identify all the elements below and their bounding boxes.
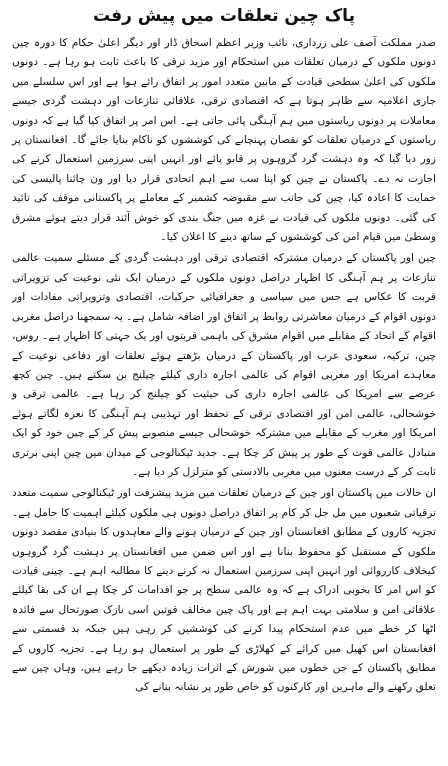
article-paragraph-3: ان حالات میں پاکستان اور چین کے درمیان تعلقات میں مزید پیشرفت اور ٹیکنالوجی سمیت متعدد ترقیاتی شعبوں میں مل جل کر کام پر اتفاق دراصل دونوں ہی ملکوں کیلئے اہمیت کا حامل ہے۔ تجزیہ کاروں کے مطابق افغانستان اور چین کے درمیان ہونے والے معاہدوں کا بنیادی مقصد دونوں ملکوں کے مستقبل کو محفوظ بنانا ہے اور اس ضمن میں افغانستان پر دہشت گرد گروہوں کیخلاف کارروائی اور انہیں اپنی سرزمین استعمال نہ کرنے دینے کا مطالبہ اہم ہے۔ چینی قیادت کو اس امر کا بخوبی ادراک ہے کہ وہ عالمی سطح پر جو اقدامات کر چکا ہے ان کی بقا کیلئے علاقائی امن و سلامتی بہت اہم ہے اور پاک چین مخالف قوتیں اسی نازک صورتحال سے فائدہ اٹھا کر خطے میں عدم استحکام پیدا کرنے کی کوششیں کر رہی ہیں جبکہ بد قسمتی سے افغانستان اس کھیل میں کرائے کے کھلاڑی کے طور پر استعمال ہو رہا ہے۔ تجزیہ کاروں کے مطابق پاکستان کے جن خطوں میں شورش کے اثرات زیادہ دیکھے جا رہے ہیں، وہاں چین سے تعلق رکھنے والے ماہرین اور کارکنوں کو خاص طور پر نشانہ بنانے کی (12, 487, 436, 694)
article-paragraph-1: صدر مملکت آصف علی زرداری، نائب وزیر اعظم اسحاق ڈار اور دیگر اعلیٰ حکام کا دورہ چین دونوں ملکوں کے درمیان تعلقات میں استحکام اور مزید ترقی کا باعث ثابت ہو رہا ہے۔ دونوں ملکوں کی اعلیٰ سطحی قیادت کے مابین متعدد امور پر اتفاق رائے ہوا ہے اور اس سلسلے میں جاری اعلامیہ سے ظاہر ہوتا ہے کہ اقتصادی ترقی، علاقائی تنازعات اور دہشت گردی جیسے معاملات پر دونوں ریاستوں میں ہم آہنگی پائی جاتی ہے۔ اس امر پر اتفاق کیا گیا ہے کہ دونوں ریاستوں کے درمیان تعلقات کو نقصان پہنچانے کی کوششوں کو ناکام بنایا جائے گا۔ افغانستان پر زور دیا گیا کہ وہ دہشت گرد گروہوں پر قابو پائے اور انہیں اپنی سرزمین استعمال کرنے کی اجازت نہ دے۔ پاکستان نے چین کو اپنا سب سے اہم اتحادی قرار دیا اور ون چائنا پالیسی کی حمایت کا اعادہ کیا، چین کی جانب سے مقبوضہ کشمیر کے معاملے پر پاکستانی موقف کی تائید کی گئی۔ دونوں ملکوں کی قیادت نے غزہ میں جنگ بندی کو خوش آئند قرار دیتے ہوئے مشرق وسطیٰ میں قیام امن کی کوششوں کے ساتھ دینے کا اعلان کیا۔ (12, 37, 436, 244)
article-paragraph-2: چین اور پاکستان کے درمیان مشترکہ اقتصادی ترقی اور دہشت گردی کے مسئلے سمیت عالمی تنازعات پر ہم آہنگی کا اظہار دراصل دونوں ملکوں کے درمیان ایک نئی نوعیت کی تزویراتی قربت کا عکاس ہے جس میں سیاسی و جغرافیائی حرکیات، اقتصادی وتزویراتی مفادات اور دونوں اقوام کے درمیان معاشرتی روابط پر اتفاق اور اضافہ شامل ہے۔ یہ سمجھنا دراصل مغربی اقوام کے اتحاد کے مقابلے میں اقوام مشرق کی باہمی قربتوں اور یک جہتی کا اظہار ہے۔ روس، چین، ترکیہ، سعودی عرب اور پاکستان کے درمیان بڑھتے ہوئے تعلقات اور دفاعی نوعیت کے معاہدے امریکا اور مغربی اقوام کی عالمی اجارہ داری کیلئے چیلنج بن سکتے ہیں۔ چین کچھ عرصے سے امریکا کی عالمی اجارہ داری کی حیثیت کو چیلنج کر رہا ہے۔ عالمی ترقی و خوشحالی، عالمی امن اور اقتصادی ترقی کے تحفظ اور تہذیبی ہم آہنگی کا نعرہ لگاتے ہوئے امریکا اور مغرب کے مقابلے میں مشترکہ خوشحالی جیسے منصوبے پیش کر کے چین خود کو ایک متبادل عالمی قوت کے طور پر پیش کر چکا ہے۔ جدید ٹیکنالوجی کے میدان میں چین اپنی برتری ثابت کر کے درست معنوں میں مغربی بالادستی کو متزلزل کر دیا ہے۔ (12, 252, 436, 478)
article-title: پاک چین تعلقات میں پیش رفت (93, 6, 355, 26)
